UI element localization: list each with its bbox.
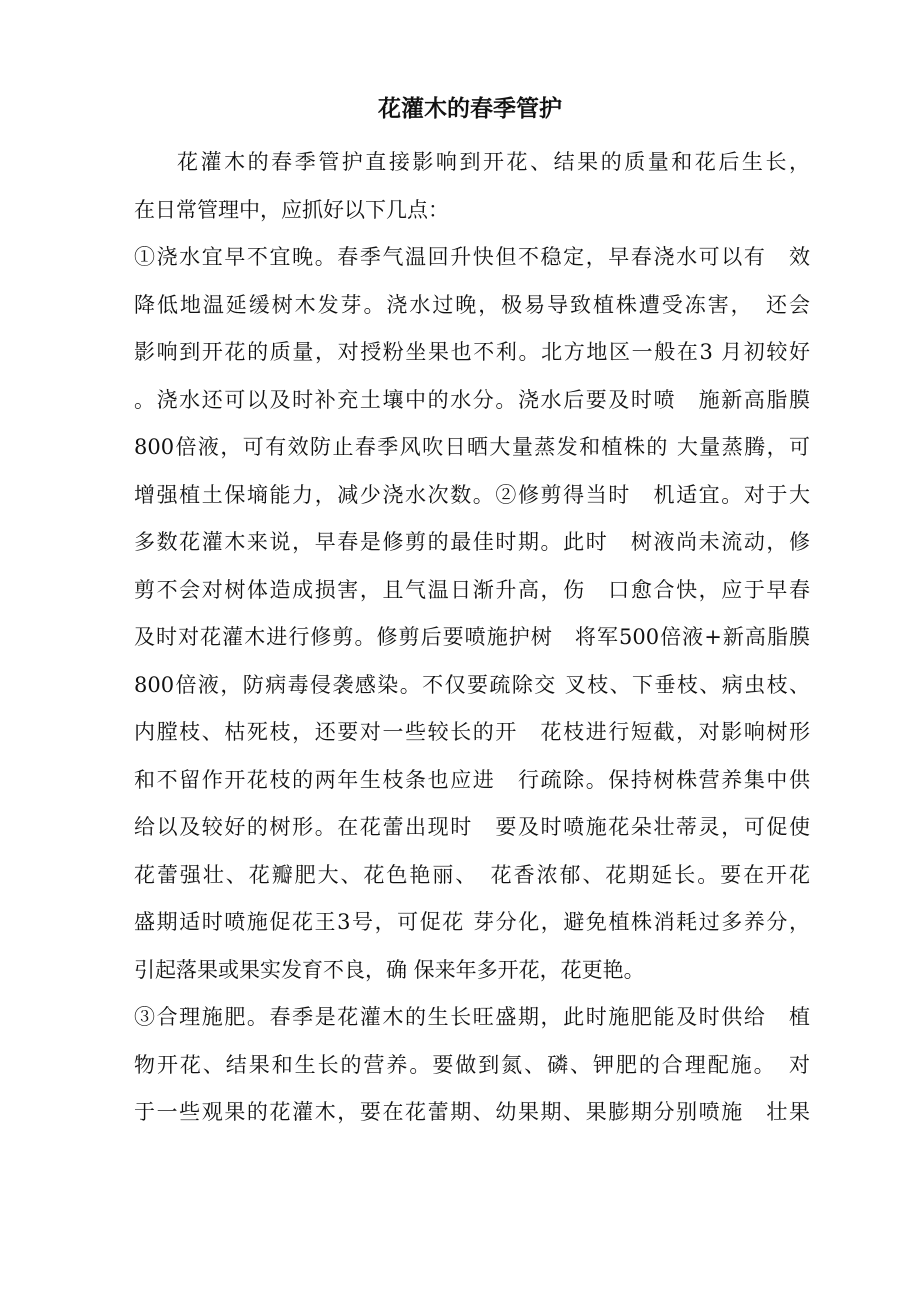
text-line: 增强植土保墒能力，减少浇水次数。②修剪得当时 机适宜。对于大 xyxy=(134,482,810,507)
text-line: ①浇水宜早不宜晚。春季气温回升快但不稳定，早春浇水可以有 效 xyxy=(134,245,810,269)
text-line: ③合理施肥。春季是花灌木的生长旺盛期，此时施肥能及时供给 植 xyxy=(134,1005,810,1029)
text-line: 及时对花灌木进行修剪。修剪后要喷施护树 将军500倍液+新高脂膜 xyxy=(134,625,810,649)
text-line: 800倍液，可有效防止春季风吹日晒大量蒸发和植株的 大量蒸腾，可 xyxy=(134,435,810,459)
text-line: 花蕾强壮、花瓣肥大、花色艳丽、 花香浓郁、花期延长。要在开花 xyxy=(134,862,810,887)
text-line: 在日常管理中，应抓好以下几点： xyxy=(134,197,449,222)
text-line: 物开花、结果和生长的营养。要做到氮、磷、钾肥的合理配施。 对 xyxy=(134,1052,810,1077)
text-line: 盛期适时喷施促花王3号，可促花 芽分化，避免植株消耗过多养分， xyxy=(134,910,810,934)
text-line: 内膛枝、枯死枝，还要对一些较长的开 花枝进行短截，对影响树形 xyxy=(134,720,810,744)
document-body xyxy=(134,142,810,1140)
text-line: 剪不会对树体造成损害，且气温日渐升高，伤 口愈合快，应于早春 xyxy=(134,577,810,602)
text-line: 于一些观果的花灌木，要在花蕾期、幼果期、果膨期分别喷施 壮果 xyxy=(134,1100,810,1124)
text-line: 降低地温延缓树木发芽。浇水过晚，极易导致植株遭受冻害， 还会 xyxy=(134,292,810,317)
text-line: 。浇水还可以及时补充土壤中的水分。浇水后要及时喷 施新高脂膜 xyxy=(134,387,810,412)
text-line: 花灌木的春季管护直接影响到开花、结果的质量和花后生长， xyxy=(177,150,810,174)
text-line: 影响到开花的质量，对授粉坐果也不利。北方地区一般在3 月初较好 xyxy=(134,340,810,364)
text-line: 多数花灌木来说，早春是修剪的最佳时期。此时 树液尚未流动，修 xyxy=(134,530,810,554)
document-title: 花灌木的春季管护 xyxy=(378,95,562,122)
text-line: 800倍液，防病毒侵袭感染。不仅要疏除交 叉枝、下垂枝、病虫枝、 xyxy=(134,672,810,697)
text-line: 引起落果或果实发育不良，确 保来年多开花，花更艳。 xyxy=(134,957,645,982)
text-line: 给以及较好的树形。在花蕾出现时 要及时喷施花朵壮蒂灵，可促使 xyxy=(134,815,810,839)
text-line: 和不留作开花枝的两年生枝条也应进 行疏除。保持树株营养集中供 xyxy=(134,767,810,792)
